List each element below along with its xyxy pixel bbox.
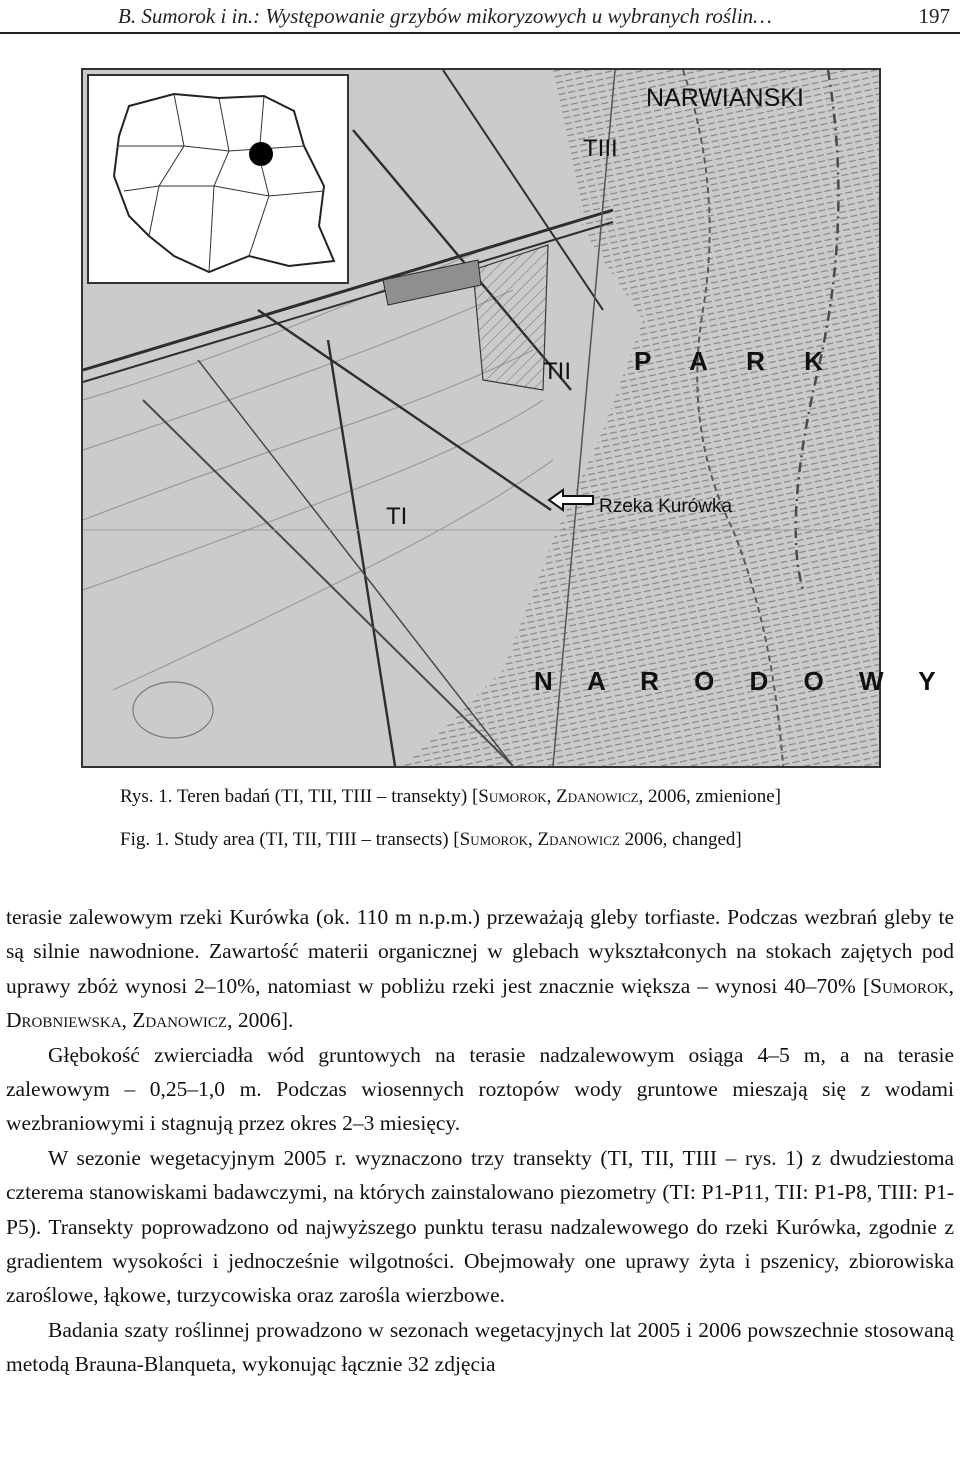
caption-pl-suffix: , 2006, zmienione] — [638, 786, 781, 807]
paragraph-1-text: terasie zalewowym rzeki Kurówka (ok. 110 m n.p.m.) przeważają gleby torfiaste. Podczas wezbrań gleby te są silnie nawodnione. Zawartość materii organicznej w glebach wykształconych na stokach zajętych pod uprawy zbóż wynosi 2–10%, natomiast w pobliżu rzeki jest znacznie większa – wynosi 40–70% [ — [6, 905, 954, 998]
caption-en-separator: , — [527, 829, 538, 850]
label-river-kurowka: Rzeka Kurówka — [599, 496, 733, 517]
caption-en-suffix: 2006, changed] — [619, 829, 742, 850]
citation-author-2: Drobniewska — [6, 1008, 122, 1033]
study-location-marker — [249, 142, 273, 166]
label-transect-ti: TI — [386, 503, 408, 530]
label-narwianski: NARWIANSKI — [646, 84, 804, 112]
running-title: B. Sumorok i in.: Występowanie grzybów mikoryzowych u wybranych roślin… — [118, 4, 772, 28]
citation-author-3: Zdanowicz — [132, 1008, 228, 1033]
citation-separator-1: , — [948, 973, 954, 998]
citation-end: , 2006]. — [227, 1008, 294, 1033]
paragraph-4: Badania szaty roślinnej prowadzono w sezonach wegetacyjnych lat 2005 i 2006 powszechnie stosowaną metodą Brauna-Blanqueta, wykonując łącznie 32 zdjęcia — [6, 1317, 954, 1377]
citation-author-1: Sumorok — [869, 973, 949, 998]
paragraph-2: Głębokość zwierciadła wód gruntowych na terasie nadzalewowym osiąga 4–5 m, a na terasie zalewowym – 0,25–1,0 m. Podczas wiosennych roztopów wody gruntowe mieszają się z wodami wezbraniowymi i stagnują przez okres 2–3 miesięcy. — [6, 1042, 954, 1136]
header-rule — [0, 32, 960, 34]
citation-separator-2: , — [121, 1008, 133, 1033]
poland-inset-map — [87, 74, 349, 284]
caption-pl-separator: , — [546, 786, 557, 807]
label-park: P A R K — [634, 346, 839, 376]
caption-en-prefix: Fig. 1. Study area (TI, TII, TIII – transects) [ — [120, 829, 460, 850]
figure-caption-en — [120, 829, 742, 851]
paragraph-1 — [6, 900, 954, 1038]
caption-pl-prefix: Rys. 1. Teren badań (TI, TII, TIII – transekty) [ — [120, 786, 479, 807]
country-border — [114, 94, 334, 272]
caption-pl-author-2: Zdanowicz — [556, 786, 639, 807]
caption-en-author-1: Sumorok — [459, 829, 528, 850]
arrow-left-icon — [547, 488, 595, 512]
running-header — [0, 0, 960, 36]
page-number: 197 — [918, 4, 950, 28]
label-transect-tii: TII — [543, 358, 571, 385]
label-narodowy: N A R O D O W Y — [534, 666, 950, 696]
label-transect-tiii: TIII — [583, 135, 618, 162]
forest-plot — [473, 245, 548, 390]
study-area-map — [81, 68, 950, 768]
caption-pl-author-1: Sumorok — [478, 786, 547, 807]
poland-outline — [89, 76, 347, 282]
body-text — [6, 900, 954, 1382]
caption-en-author-2: Zdanowicz — [537, 829, 620, 850]
figure-caption-pl — [120, 786, 781, 808]
paragraph-3: W sezonie wegetacyjnym 2005 r. wyznaczono trzy transekty (TI, TII, TIII – rys. 1) z dwudziestoma czterema stanowiskami badawczymi, na których zainstalowano piezometry (TI: P1-P11, TII: P1-P8, TIII: P1-P5). Transekty poprowadzono od najwyższego punktu terasu nadzalewowego do rzeki Kurówka, zgodnie z gradientem wysokości i jednocześnie wilgotności. Obejmowały one uprawy żyta i pszenicy, zbiorowiska zaroślowe, łąkowe, turzycowiska oraz zarośla wierzbowe. — [6, 1145, 954, 1308]
